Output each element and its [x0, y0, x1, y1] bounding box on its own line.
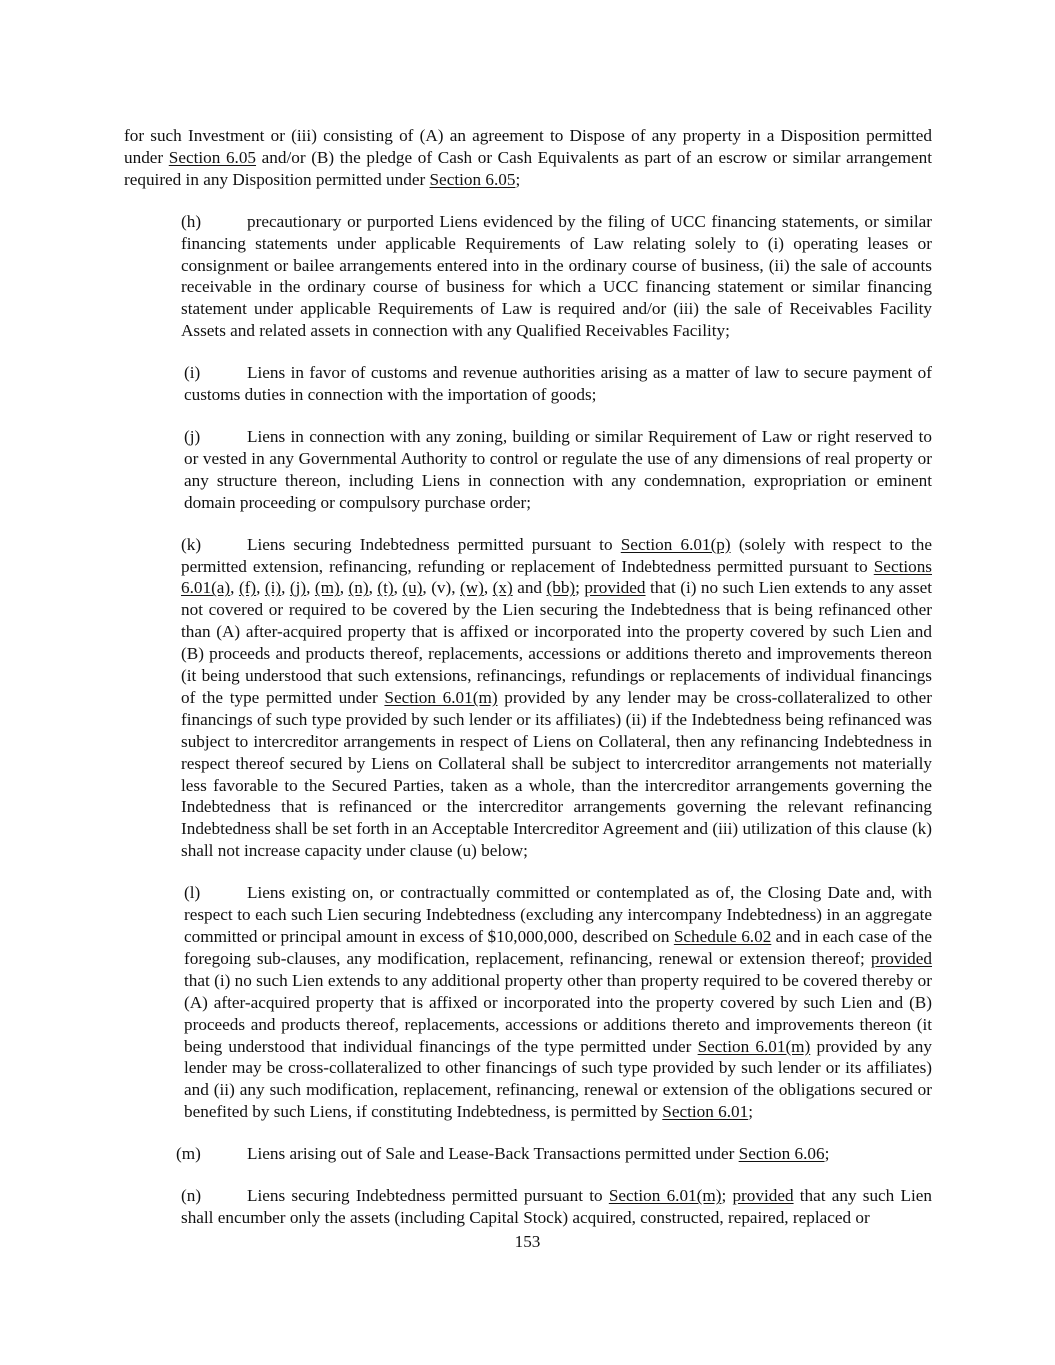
clause-text-m	[247, 1144, 829, 1163]
text-run: Liens in connection with any zoning, building or similar Requirement of Law or right reserved to or vested in any Governmental Authority to control or regulate the use of any dimensions of real property or any structure thereon, including Liens in connection with any condemnation, expropriation or eminent domain proceeding or compulsory purchase order;	[184, 426, 932, 512]
paragraph-intro	[124, 125, 932, 191]
clause-text-i	[184, 363, 932, 404]
text-run: ;	[575, 578, 585, 598]
text-run: ,	[393, 578, 403, 598]
text-run: ,	[306, 578, 315, 598]
cross-reference: Section 6.06	[738, 1144, 825, 1164]
text-run: ;	[748, 1102, 754, 1122]
cross-reference: Section 6.01	[662, 1102, 749, 1122]
paragraph-n	[124, 1185, 932, 1229]
text-run: (solely with respect to the permitted extension, refinancing, refunding or replacement of Indebtedness permitted pursuant to	[181, 534, 932, 576]
cross-reference: provided	[584, 578, 646, 598]
text-run: that (i) no such Lien extends to any additional property other than property required to be covered thereby or (A) after-acquired property that is affixed or incorporated into the property covered by such Lien and (B) proceeds and products thereof, replacements, accessions or additions thereto and improvements thereon (it being understood that individual financings of the type permitted under	[184, 970, 932, 1056]
text-run: Liens securing Indebtedness permitted pursuant to	[247, 1186, 609, 1206]
paragraph-j	[124, 426, 932, 514]
cross-reference: Section 6.05	[429, 169, 516, 189]
cross-reference: Schedule 6.02	[673, 927, 772, 946]
cross-reference: Section 6.01(m)	[608, 1186, 722, 1206]
text-run: that (i) no such Lien extends to any asset not covered or required to be covered by the Lien securing the Indebtedness that is being refinanced other than (A) after-acquired property that is affixed or incorporated into the property covered by such Lien and (B) proceeds and products thereof, replacements, accessions or additions thereto and improvements thereon (it being understood that such extensions, refinancings, refundings or replacements of individual financings of the type permitted under	[181, 578, 933, 707]
text-run: ;	[721, 1186, 733, 1206]
cross-reference: (w)	[460, 578, 484, 598]
paragraph-i	[124, 362, 932, 406]
text-run: Liens existing on, or contractually committed or contemplated as of, the Closing Date and, with respect to each such Lien securing Indebtedness (excluding any intercompany Indebtedness) in an aggregate committed or principal amount in excess of $10,000,000, described on	[184, 883, 932, 946]
text-run: that any such Lien shall encumber only the assets (including Capital Stock) acquired, constructed, repaired, replaced or	[181, 1186, 932, 1227]
text-run: and	[512, 578, 547, 598]
text-run: for such Investment or (iii) consisting of (A) an agreement to Dispose of any property in a Disposition permitted under	[124, 126, 932, 167]
paragraph-h	[124, 211, 932, 342]
text-run: provided by any lender may be cross-collateralized to other financings of such type provided by such lender or its affiliates) (ii) if the Indebtedness being refinanced was subject to intercreditor arrangements in respect of Liens on Collateral, then any refinancing Indebtedness in respect thereof secured by Liens on Collateral shall be subject to intercreditor arrangements not materially less favorable to the Secured Parties, taken as a whole, than the intercreditor arrangements governing the Indebtedness that is refinanced or the intercreditor arrangements governing the relevant refinancing Indebtedness shall be set forth in an Acceptable Intercreditor Agreement and (iii) utilization of this clause (k) shall not increase capacity under clause (u) below;	[181, 687, 933, 861]
cross-reference: (u)	[402, 578, 423, 598]
cross-reference: (x)	[492, 578, 513, 598]
cross-reference: (bb)	[546, 578, 576, 598]
text-run: ;	[824, 1144, 830, 1164]
clause-label-h: (h)	[181, 211, 202, 231]
text-run: , (v),	[422, 578, 461, 598]
text-run: and/or (B) the pledge of Cash or Cash Equivalents as part of an escrow or similar arrangement required in any Disposition permitted under	[124, 147, 932, 189]
clause-text-k	[181, 535, 932, 861]
cross-reference: (n)	[348, 578, 369, 598]
clause-text-h	[181, 212, 932, 341]
text-run: provided by any lender may be cross-collateralized to other financings of such type provided by such lender or its affiliates) and (ii) any such modification, replacement, refinancing, renewal or extension of the obligations secured or benefited by such Liens, if constituting Indebtedness, is permitted by	[184, 1036, 932, 1122]
text-run: ,	[339, 578, 349, 598]
cross-reference: Section 6.01(m)	[697, 1036, 811, 1056]
cross-reference: Sections 6.01(a)	[181, 556, 932, 598]
clause-label-i: (i)	[184, 363, 201, 383]
text-run: precautionary or purported Liens evidenced by the filing of UCC financing statements, or similar financing statements under applicable Requirements of Law relating solely to (i) operating leases or consignment or bailee arrangements entered into in the ordinary course of business, (ii) the sale of accounts receivable in the ordinary course of business for which a UCC financing statement or similar financing statement under applicable Requirements of Law is required and/or (iii) the sale of Receivables Facility Assets and related assets in connection with any Qualified Receivables Facility;	[181, 211, 932, 341]
clause-text-n	[181, 1186, 932, 1227]
cross-reference: Section 6.05	[168, 147, 257, 167]
cross-reference: (f)	[238, 578, 257, 598]
text-run: ,	[368, 578, 378, 598]
clause-label-j: (j)	[184, 426, 201, 446]
cross-reference: provided	[870, 948, 932, 968]
text-run: ,	[281, 578, 290, 598]
text-run: and in each case of the foregoing sub-clauses, any modification, replacement, refinancing, renewal or extension thereof;	[184, 927, 932, 968]
document-page	[124, 125, 932, 1229]
paragraph-k	[124, 534, 932, 863]
clause-label-m: (m)	[176, 1144, 201, 1164]
clause-label-k: (k)	[181, 534, 202, 554]
text-run: Liens in favor of customs and revenue authorities arising as a matter of law to secure payment of customs duties in connection with the importation of goods;	[184, 363, 932, 405]
cross-reference: (m)	[314, 578, 340, 598]
cross-reference: Section 6.01(p)	[620, 534, 731, 554]
text-run: Liens arising out of Sale and Lease-Back Transactions permitted under	[247, 1144, 739, 1164]
cross-reference: (i)	[264, 578, 282, 598]
text-run: ,	[483, 578, 493, 598]
cross-reference: Section 6.01(m)	[384, 687, 498, 707]
text-run: Liens securing Indebtedness permitted pursuant to	[247, 534, 621, 554]
paragraph-m	[124, 1143, 932, 1165]
clause-text-l	[184, 883, 932, 1121]
paragraph-l	[124, 882, 932, 1123]
page-number: 153	[514, 1232, 541, 1251]
clause-label-l: (l)	[184, 883, 201, 903]
clause-label-n: (n)	[181, 1186, 202, 1206]
text-run: ,	[256, 578, 265, 598]
cross-reference: (j)	[289, 578, 307, 598]
clause-text-j	[184, 427, 932, 512]
cross-reference: provided	[732, 1186, 794, 1206]
text-run: ;	[515, 169, 521, 189]
text-run: ,	[230, 578, 239, 598]
cross-reference: (t)	[377, 578, 394, 598]
